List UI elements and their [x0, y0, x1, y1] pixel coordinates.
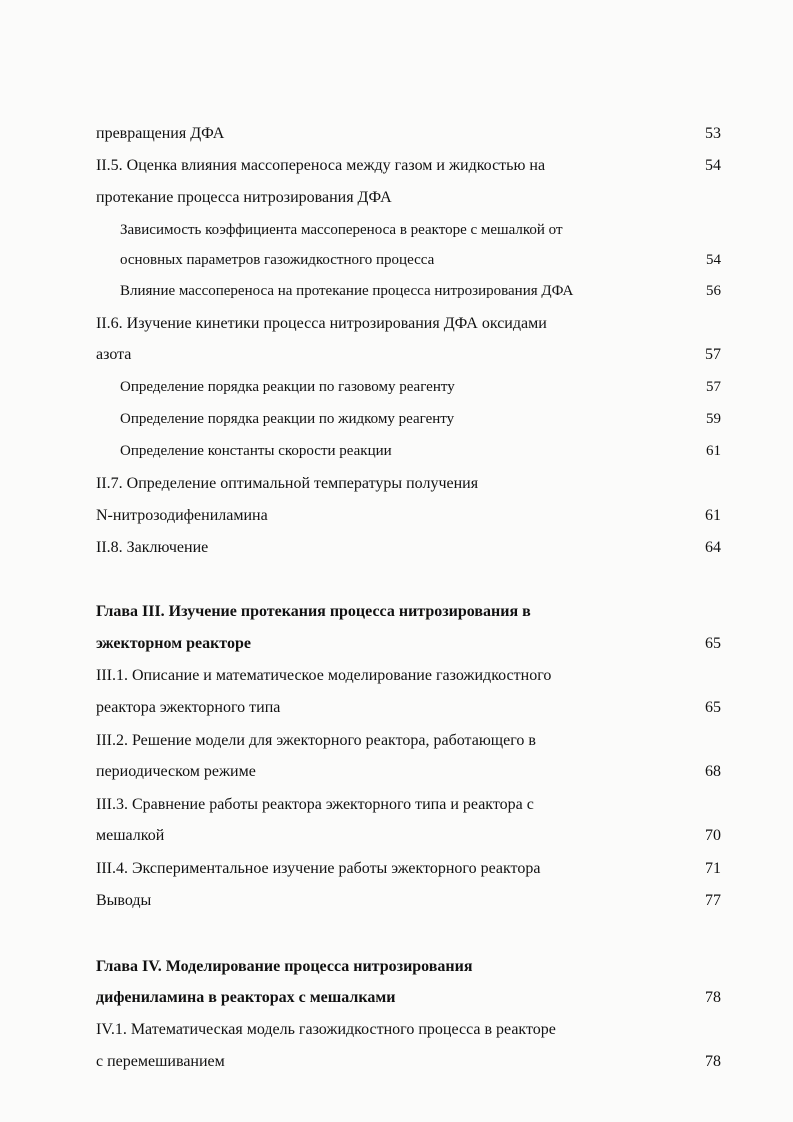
toc-entry-text: II.7. Определение оптимальной температуры получения: [96, 475, 479, 492]
toc-entry-text: Выводы: [96, 892, 152, 909]
toc-page-number: 65: [705, 699, 721, 716]
toc-entry: [96, 728, 721, 754]
toc-page-number: 68: [705, 763, 721, 780]
toc-entry: [96, 1017, 721, 1043]
toc-page-number: 53: [705, 125, 721, 142]
toc-entry: [96, 342, 721, 368]
toc-page-number: 70: [705, 827, 721, 844]
toc-entry-text: IV.1. Математическая модель газожидкостного процесса в реакторе: [96, 1021, 556, 1038]
toc-page-number: 57: [706, 379, 721, 395]
toc-entry-text: эжекторном реакторе: [96, 635, 251, 652]
toc-entry: [96, 823, 721, 849]
toc-entry: [96, 471, 721, 497]
toc-page-number: 71: [705, 860, 721, 877]
chapter-heading: [96, 631, 721, 657]
toc-page-number: 54: [705, 157, 721, 174]
toc-entry: [96, 663, 721, 689]
toc-entry-text: III.2. Решение модели для эжекторного реактора, работающего в: [96, 732, 536, 749]
toc-page-number: 78: [705, 1053, 721, 1070]
toc-entry: [96, 503, 721, 529]
toc-entry-text: с перемешиванием: [96, 1053, 225, 1070]
toc-entry-text: III.4. Экспериментальное изучение работы эжекторного реактора: [96, 860, 541, 877]
toc-entry-text: II.8. Заключение: [96, 539, 209, 556]
toc-entry: [96, 759, 721, 785]
toc-entry-text: протекание процесса нитрозирования ДФА: [96, 189, 392, 206]
toc-subentry: [120, 406, 721, 432]
toc-entry-text: азота: [96, 346, 132, 363]
toc-entry-text: III.1. Описание и математическое моделирование газожидкостного: [96, 667, 552, 684]
toc-entry-text: Влияние массопереноса на протекание процесса нитрозирования ДФА: [120, 283, 574, 299]
toc-entry-text: Глава IV. Моделирование процесса нитрозирования: [96, 958, 473, 975]
toc-entry-text: превращения ДФА: [96, 125, 225, 142]
toc-entry-text: N-нитрозодифениламина: [96, 507, 268, 524]
chapter-heading: [96, 954, 721, 980]
toc-entry-text: Глава III. Изучение протекания процесса нитрозирования в: [96, 603, 531, 620]
toc-page-number: 61: [706, 443, 721, 459]
toc-page-number: 59: [706, 411, 721, 427]
toc-entry-text: Определение порядка реакции по газовому реагенту: [120, 379, 455, 395]
toc-entry-text: периодическом режиме: [96, 763, 256, 780]
toc-page-number: 56: [706, 283, 721, 299]
toc-entry-text: Определение константы скорости реакции: [120, 443, 392, 459]
chapter-heading: [96, 599, 721, 625]
toc-entry-text: мешалкой: [96, 827, 165, 844]
toc-page-number: 77: [705, 892, 721, 909]
toc-entry: [96, 856, 721, 882]
toc-entry-text: II.6. Изучение кинетики процесса нитрозирования ДФА оксидами: [96, 315, 547, 332]
toc-entry-text: Определение порядка реакции по жидкому реагенту: [120, 411, 455, 427]
toc-page-number: 61: [705, 507, 721, 524]
toc-entry-text: Зависимость коэффициента массопереноса в реакторе с мешалкой от: [120, 222, 563, 238]
toc-entry-text: реактора эжекторного типа: [96, 699, 281, 716]
toc-entry: [96, 153, 721, 179]
toc-subentry: [120, 278, 721, 304]
toc-page-number: 64: [705, 539, 721, 556]
toc-entry: [96, 311, 721, 337]
chapter-heading: [96, 985, 721, 1011]
toc-entry: [96, 695, 721, 721]
toc-entry: [96, 185, 721, 211]
toc-entry-text: дифениламина в реакторах с мешалками: [96, 989, 396, 1006]
toc-entry-text: II.5. Оценка влияния массопереноса между газом и жидкостью на: [96, 157, 546, 174]
toc-subentry: [120, 217, 721, 243]
toc-entry: [96, 888, 721, 914]
toc-entry: [96, 1049, 721, 1075]
toc-entry: [96, 535, 721, 561]
toc-page-number: 65: [705, 635, 721, 652]
toc-page-number: 57: [705, 346, 721, 363]
toc-entry: [96, 121, 721, 147]
toc-subentry: [120, 374, 721, 400]
toc-entry-text: III.3. Сравнение работы реактора эжекторного типа и реактора с: [96, 796, 534, 813]
toc-page-number: 78: [705, 989, 721, 1006]
toc-subentry: [120, 438, 721, 464]
toc-entry-text: основных параметров газожидкостного процесса: [120, 252, 435, 268]
toc-page-number: 54: [706, 252, 721, 268]
toc-entry: [96, 792, 721, 818]
toc-subentry: [120, 247, 721, 273]
